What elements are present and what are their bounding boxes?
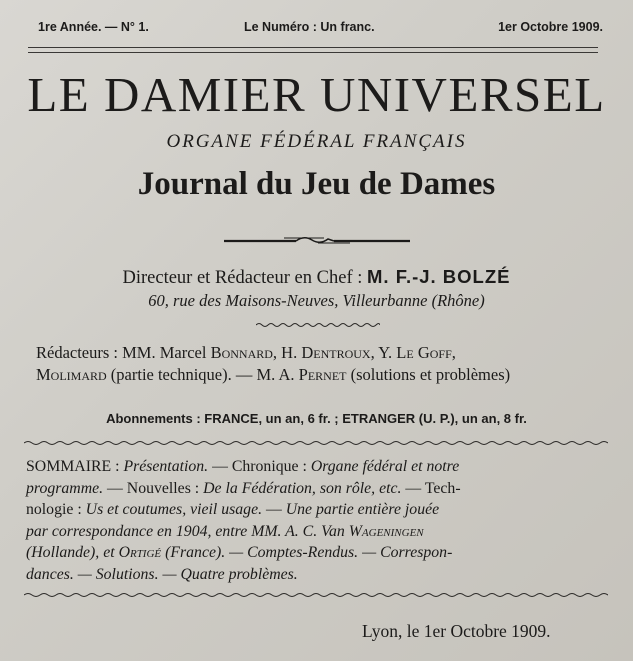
editors-line-2: Molimard (partie technique). — M. A. Pernet (solutions et problèmes) xyxy=(36,365,511,384)
editor-pernet: Pernet xyxy=(298,365,347,384)
issue-price: Le Numéro : Un franc. xyxy=(244,20,375,34)
issue-date: 1er Octobre 1909. xyxy=(498,20,603,34)
summary-line-1: SOMMAIRE : Présentation. — Chronique : Organe fédéral et notre xyxy=(26,458,460,475)
editors-line-1: Rédacteurs : MM. Marcel Bonnard, H. Dentroux, Y. Le Goff, xyxy=(36,343,456,362)
header-row xyxy=(38,20,603,40)
editor-bonnard: Bonnard xyxy=(210,343,273,362)
director-line xyxy=(0,266,633,289)
summary-line-5: (Hollande), et Ortigé (France). — Comptes-Rendus. — Correspon- xyxy=(26,544,453,562)
header-double-rule xyxy=(28,47,598,53)
subscriptions: Abonnements : FRANCE, un an, 6 fr. ; ETRANGER (U. P.), un an, 8 fr. xyxy=(106,411,527,426)
masthead-subtitle: ORGANE FÉDÉRAL FRANÇAIS xyxy=(166,131,467,152)
editor-dentroux: Dentroux xyxy=(301,343,371,362)
summary-line-6: dances. — Solutions. — Quatre problèmes. xyxy=(26,565,298,583)
issue-number: 1re Année. — N° 1. xyxy=(38,20,149,34)
wavy-rule-2 xyxy=(24,592,608,598)
masthead-journal: Journal du Jeu de Dames xyxy=(137,166,496,202)
dateline: Lyon, le 1er Octobre 1909. xyxy=(362,621,551,641)
summary-line-2: programme. — Nouvelles : De la Fédération, son rôle, etc. — Tech- xyxy=(26,479,461,497)
editor-molimard: Molimard xyxy=(36,365,107,384)
director-name: M. F.-J. BOLZÉ xyxy=(367,266,511,287)
summary-line-4: par correspondance en 1904, entre MM. A. C. Van Wageningen xyxy=(26,522,424,540)
contents-summary xyxy=(26,456,612,586)
ornamental-divider xyxy=(224,232,414,253)
small-wavy-rule xyxy=(256,322,380,328)
summary-line-3: nologie : Us et coutumes, vieil usage. — Une partie entière jouée xyxy=(26,501,440,519)
director-address: 60, rue des Maisons-Neuves, Villeurbanne (Rhône) xyxy=(148,291,485,310)
wavy-rule-1 xyxy=(24,440,608,446)
editors-paragraph xyxy=(36,342,606,386)
editor-legoff: Le Goff xyxy=(396,343,452,362)
masthead-title: LE DAMIER UNIVERSEL xyxy=(27,67,606,122)
director-label: Directeur et Rédacteur en Chef : xyxy=(122,268,367,288)
